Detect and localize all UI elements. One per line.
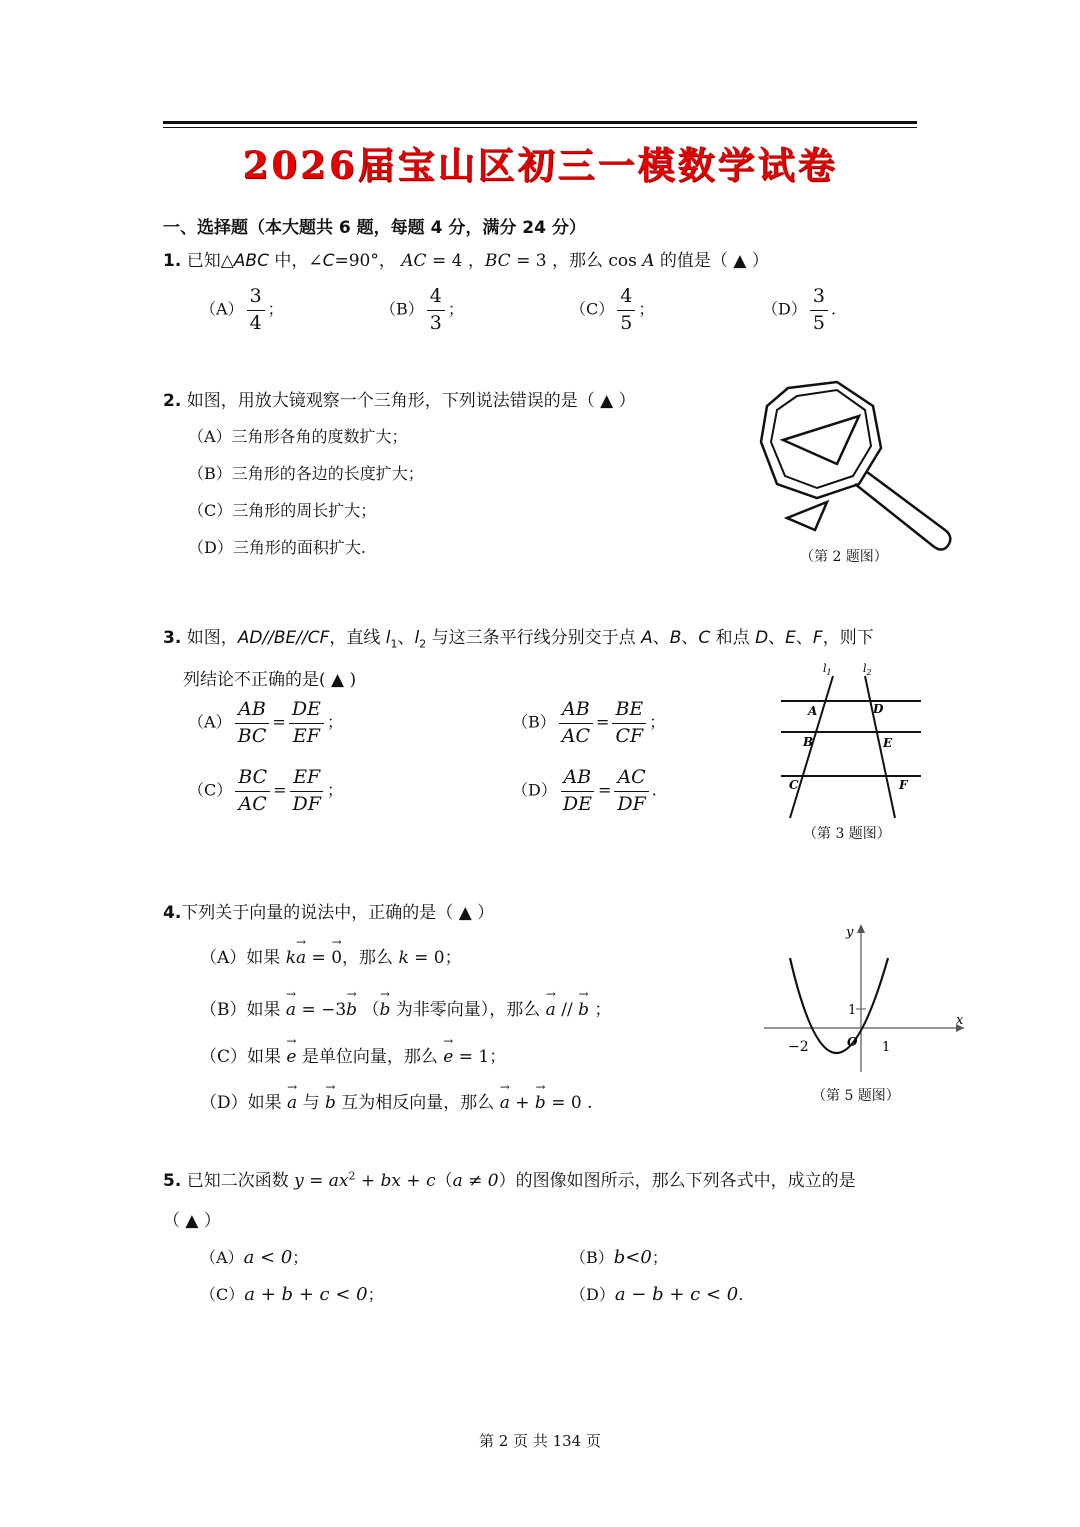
q2-option-c: （C）三角形的周长扩大； [188, 501, 377, 520]
q4-option-a: （A）如果 k→ a = → 0，那么 k = 0； [200, 943, 462, 968]
top-rule-thick [163, 121, 917, 124]
label-A: A [808, 704, 818, 718]
q4-option-d: （D）如果 → a 与 → b 互为相反向量，那么 → a + → b = 0 . [200, 1088, 592, 1113]
question-1: 1. 已知△ABC 中，∠C=90°， AC = 4 ，BC = 3 ，那么 cos A 的值是（ ▲ ） [163, 251, 769, 271]
q2-option-d: （D）三角形的面积扩大. [188, 538, 366, 557]
q2-option-a: （A）三角形各角的度数扩大； [188, 427, 408, 446]
tick-y-1: 1 [848, 1003, 857, 1018]
q4-option-b: （B）如果 → a = −3→ b （→ b 为非零向量），那么 → a // → b ； [200, 995, 611, 1020]
parallel-lines-figure [775, 658, 930, 823]
q4-option-c: （C）如果 → e 是单位向量，那么 → e = 1； [200, 1042, 506, 1067]
q3-option-b: （B） $\frac{AB}{AC}$ = $\frac{BE}{CF}$ ； [512, 698, 666, 747]
label-D: D [873, 702, 884, 716]
top-rule-thin [163, 127, 917, 128]
q5-option-b: （B）b<0； [570, 1247, 668, 1268]
question-3: 3. 如图，AD//BE//CF，直线 $l_1$、$l_2$ 与这三条平行线分别交于点 A、B、C 和点 D、E、F，则下 [163, 628, 874, 651]
q3-option-c: （C） $\frac{BC}{AC}$ = $\frac{EF}{DF}$ ； [188, 766, 343, 815]
label-B: B [803, 735, 814, 749]
q2-option-b: （B）三角形的各边的长度扩大； [188, 464, 424, 483]
q1-option-c: （C） $\frac{4}{5}$ ； [570, 285, 655, 334]
q3-option-d: （D） $\frac{AB}{DE}$ = $\frac{AC}{DF}$ . [512, 766, 657, 815]
q1-option-d: （D） $\frac{3}{5}$ . [762, 285, 837, 334]
q5-option-d: （D）a − b + c < 0. [570, 1284, 744, 1305]
parabola-figure [760, 920, 970, 1080]
figure-3-caption: （第 3 题图） [803, 826, 891, 842]
page-footer: 第 2 页 共 134 页 [478, 1432, 601, 1450]
tick-x-1: 1 [882, 1040, 891, 1055]
question-4: 4.下列关于向量的说法中，正确的是（ ▲ ） [163, 903, 495, 923]
tick-x-neg2: −2 [788, 1039, 809, 1055]
axis-x-label: x [956, 1013, 964, 1028]
question-3-line2: 列结论不正确的是( ▲ ) [183, 670, 357, 690]
question-2: 2. 如图，用放大镜观察一个三角形，下列说法错误的是（ ▲ ） [163, 391, 636, 411]
axis-y-label: y [846, 925, 854, 940]
question-5: 5. 已知二次函数 $y = ax^2$ + bx + c（a ≠ 0）的图像如图所示，那么下列各式中，成立的是 [163, 1169, 856, 1191]
question-5-line2: （ ▲ ） [163, 1211, 221, 1231]
label-l2: $l_2$ [863, 662, 872, 677]
label-E: E [883, 736, 893, 750]
q5-option-a: （A）a < 0； [200, 1247, 309, 1268]
label-F: F [899, 778, 908, 792]
magnifier-figure [755, 380, 955, 560]
origin-label: O [847, 1035, 858, 1049]
section-heading: 一、选择题（本大题共 6 题，每题 4 分，满分 24 分） [163, 218, 586, 238]
figure-2-caption: （第 2 题图） [800, 549, 888, 565]
q3-option-a: （A） $\frac{AB}{BC}$ = $\frac{DE}{EF}$ ； [188, 698, 343, 747]
label-l1: $l_1$ [823, 662, 832, 677]
figure-5-caption: （第 5 题图） [812, 1088, 900, 1104]
q1-option-b: （B） $\frac{4}{3}$ ； [380, 285, 464, 334]
label-C: C [789, 778, 799, 792]
q1-option-a: （A） $\frac{3}{4}$ ； [200, 285, 284, 334]
q5-option-c: （C）a + b + c < 0； [200, 1284, 384, 1305]
page-title: 2026届宝山区初三一模数学试卷 [242, 143, 838, 187]
